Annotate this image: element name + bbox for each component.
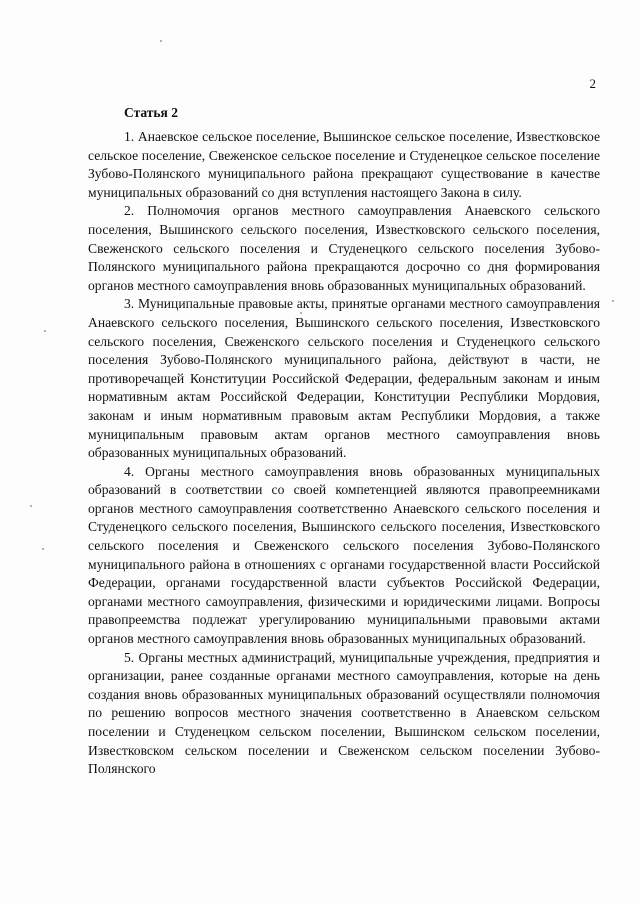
scan-speck <box>42 548 44 550</box>
article-body <box>88 128 600 779</box>
paragraph-3: 3. Муниципальные правовые акты, принятые органами местного самоуправления Анаевского сельского поселения, Вышинского сельского поселения, Известковского сельского поселения, Свеженского сельского поселения и Студенецкого сельского поселения Зубово-Полянского муниципального района, действуют в части, не противоречащей Конституции Российской Федерации, федеральным законам и иным нормативным актам Российской Федерации, Конституции Республики Мордовия, законам и иным нормативным правовым актам Республики Мордовия, а также муниципальным правовым актам органов местного самоуправления вновь образованных муниципальных образований. <box>88 296 600 461</box>
scan-speck <box>30 505 32 507</box>
scan-speck <box>160 40 162 42</box>
paragraph-2: 2. Полномочия органов местного самоуправления Анаевского сельского поселения, Вышинского сельского поселения, Известковского сельского поселения, Свеженского сельского поселения и Студенецкого сельского поселения Зубово-Полянского муниципального района прекращаются досрочно со дня формирования органов местного самоуправления вновь образованных муниципальных образований. <box>88 203 600 293</box>
paragraph-4: 4. Органы местного самоуправления вновь образованных муниципальных образований в соответствии со своей компетенцией являются правопреемниками органов местного самоуправления соответственно Анаевского сельского поселения и Студенецкого сельского поселения, Вышинского сельского поселения, Известковского сельского поселения и Свеженского сельского поселения Зубово-Полянского муниципального района в отношениях с органами государственной власти Российской Федерации, органами государственной власти субъектов Российской Федерации, органами местного самоуправления, физическими и юридическими лицами. Вопросы правопреемства подлежат урегулированию муниципальными правовыми актами органов местного самоуправления вновь образованных муниципальных образований. <box>88 463 600 647</box>
page-number: 2 <box>589 76 596 91</box>
scan-speck <box>44 330 46 332</box>
article-heading: Статья 2 <box>124 105 178 120</box>
scan-speck <box>300 312 302 314</box>
paragraph-5: 5. Органы местных администраций, муниципальные учреждения, предприятия и организации, ранее созданные органами местного самоуправления, которые на день создания вновь образованных муниципальных образований осуществляли полномочия по решению вопросов местного значения соответственно в Анаевском сельском поселении и Студенецком сельском поселении, Вышинском сельском поселении, Известковском сельском поселении и Свеженском сельском поселении Зубово-Полянского <box>88 649 600 777</box>
scan-speck <box>612 300 614 302</box>
paragraph-1: 1. Анаевское сельское поселение, Вышинское сельское поселение, Известковское сельское поселение, Свеженское сельское поселение и Студенецкое сельское поселение Зубово-Полянского муниципального района прекращают существование в качестве муниципальных образований со дня вступления настоящего Закона в силу. <box>88 129 600 200</box>
